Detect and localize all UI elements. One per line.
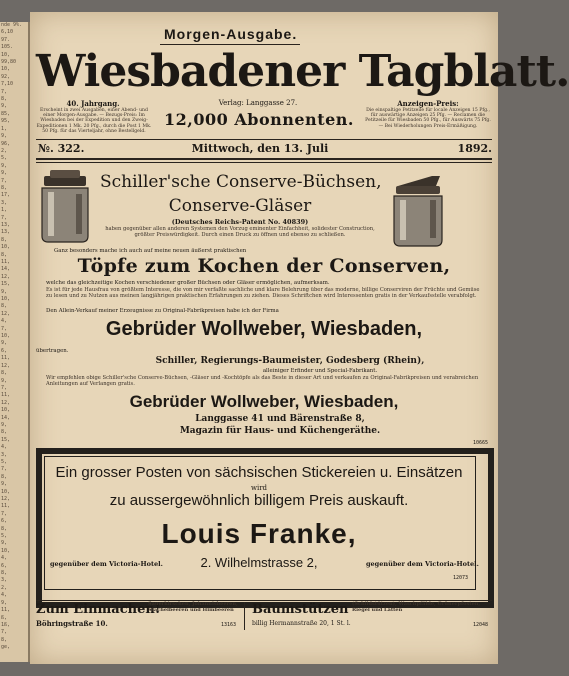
margin-entry: 95, (1, 118, 11, 125)
franke-address: 2. Wilhelmstrasse 2, (200, 555, 318, 570)
margin-entry: 6, (1, 518, 8, 525)
margin-entry: 13, (1, 229, 11, 236)
margin-entry: 85, (1, 110, 11, 117)
margin-entry: 8, (1, 636, 8, 643)
franke-ad-line-1: Ein grosser Posten von sächsischen Stickereien u. Einsätzen (55, 464, 463, 481)
margin-entry: 10, (1, 51, 11, 58)
volume-label: 40. Jahrgang. (66, 99, 120, 108)
margin-entry: 11, (1, 259, 11, 265)
margin-entry: 1, (1, 125, 8, 132)
franke-opposite-right: gegenüber dem Victoria-Hotel. (366, 560, 479, 568)
margin-entry: 97. (1, 36, 11, 43)
margin-entry: 15, (1, 436, 11, 443)
margin-entry: 8, (1, 525, 8, 532)
footer-ad-canning-title: Zum Einmachen! (36, 602, 161, 617)
margin-entry: 5, (1, 155, 8, 162)
margin-entry: 9, (1, 170, 8, 177)
firm-name-2: Gebrüder Wollweber, Wiesbaden, (129, 392, 399, 411)
margin-entry: 7, (1, 510, 8, 517)
margin-entry: 9, (1, 340, 8, 347)
margin-entry: ge, (1, 644, 11, 651)
margin-entry: 7, (1, 384, 8, 391)
margin-entry: 9, (1, 540, 8, 547)
patent-note: (Deutsches Reichs-Patent No. 40839) (171, 218, 309, 226)
margin-entry: 8, (1, 303, 8, 310)
margin-entry: 8, (1, 473, 8, 480)
margin-entry: 6, (1, 562, 8, 569)
margin-entry: 15, (1, 281, 11, 288)
margin-entry: nde 9%. (1, 22, 23, 28)
issue-number: №. 322. (38, 142, 85, 155)
edition-label: Morgen-Ausgabe. (164, 26, 298, 42)
newspaper-sheet (30, 12, 569, 664)
franke-ad-line-2: zu aussergewöhnlich billigem Preis auskauft. (109, 492, 409, 509)
footer-ad-supports-number: 12048 (472, 622, 488, 628)
margin-entry: 14, (1, 266, 11, 273)
ad-number-franke: 12073 (452, 575, 468, 581)
ad-transferred: übertragen. (36, 348, 69, 354)
footer-ad-canning-address: Böhringstraße 10. (36, 619, 108, 628)
margin-entry: 7, (1, 325, 8, 332)
margin-entry: 8, (1, 429, 8, 436)
margin-entry: 9, (1, 162, 8, 169)
franke-name: Louis Franke, (161, 518, 357, 549)
franke-ad-wird: wird (250, 484, 268, 492)
ad-price-info: Die einspaltige Petitzeile für locale Anzeigen 15 Pfg., für auswärtige Anzeigen 25 Pfg. — Reclamen die Petitzeile für Wiesbaden 50 Pfg., für Auswärts 75 Pfg. — Bei Wiederholungen Preis-Ermäßigung. (365, 108, 491, 129)
margin-entry: 8, (1, 570, 8, 577)
issue-year: 1892. (457, 142, 492, 155)
margin-entry: 8, (1, 251, 8, 258)
inventor-title: alleiniger Erfinder und Special-Fabrikant. (262, 368, 378, 374)
margin-entry: 8, (1, 96, 8, 103)
margin-entry: 2, (1, 147, 8, 154)
ad-body-intro: Ganz besonders mache ich auch auf meine neuen äußerst praktischen (54, 248, 247, 254)
ad-headline-cans: Schiller'sche Conserve-Büchsen, (100, 172, 382, 192)
margin-entry: 6, (1, 347, 8, 354)
margin-entry: 5, (1, 533, 8, 540)
margin-entry: 12, (1, 496, 11, 502)
margin-entry: 7, (1, 466, 8, 473)
ad-body-cooking: welche das gleichzeitige Kochen verschiedener großer Büchsen oder Gläser ermöglichen, aufmerksam. (46, 280, 330, 286)
margin-entry: 7, (1, 629, 8, 636)
margin-entry: 12, (1, 399, 11, 406)
margin-entry: 8, (1, 184, 8, 191)
publisher-address: Verlag: Langgasse 27. (218, 99, 298, 107)
subscription-info: Erscheint in zwei Ausgaben, einer Abend- und einer Morgen-Ausgabe. — Bezugs-Preis: Im Wiesbaden bei der Expedition und den Zweig-Expeditionen 1 Mk. 20 Pfg., durch die Post 1 Mk. 50 Pfg. für das Vierteljahr, ohne Bestellgeld. (36, 108, 152, 134)
margin-entry: 11, (1, 607, 11, 614)
margin-entry: 4, (1, 318, 8, 325)
margin-entry: 1, (1, 207, 8, 214)
margin-entry: 2, (1, 584, 8, 591)
franke-opposite-left: gegenüber dem Victoria-Hotel. (50, 560, 163, 568)
margin-entry: 7, (1, 177, 8, 184)
footer-ad-canning-number: 13163 (220, 622, 236, 628)
margin-entry: 10, (1, 66, 11, 73)
margin-entry: 6,10 (1, 29, 14, 36)
margin-entry: 12, (1, 273, 11, 280)
margin-entry: 8, (1, 236, 8, 243)
margin-entry: 9, (1, 103, 8, 110)
margin-entry: 1ß, (1, 621, 11, 628)
margin-entry: 92, (1, 73, 11, 80)
ad-price-heading: Anzeigen-Preis: (397, 99, 459, 108)
margin-entry: 3, (1, 451, 8, 458)
margin-entry: 9, (1, 481, 8, 488)
margin-entry: ß, (1, 614, 8, 621)
margin-entry: 12, (1, 310, 11, 317)
margin-entry: 11, (1, 392, 11, 399)
conserve-jar-illustration-right (388, 172, 448, 248)
ad-body-advantages: haben gegenüber allen anderen Systemen den Vorzug eminenter Einfachheit, solidester Construction, größter Preiswürdigkeit. Durch einen Druck zu öffnen und ebenso zu schließen. (105, 226, 375, 238)
margin-entry: 7, (1, 214, 8, 221)
margin-entry: 9, (1, 288, 8, 295)
margin-entry: 13, (1, 221, 11, 228)
margin-entry: 105. (1, 44, 14, 51)
margin-entry: 7, (1, 88, 8, 95)
margin-entry: 3, (1, 577, 8, 584)
margin-entry: 11, (1, 503, 11, 510)
inventor-signature: Schiller, Regierungs-Baumeister, Godesberg (Rhein), (155, 356, 425, 366)
margin-entry: 4, (1, 555, 8, 562)
margin-entry: 10, (1, 407, 11, 414)
ad-big-line-pots: Töpfe zum Kochen der Conserven, (77, 255, 451, 277)
footer-ad-supports-items: (Schildstützen), Waschpfähle, Grünerpfosten, Riegel und Latten (352, 601, 481, 613)
firm-address: Langgasse 41 und Bärenstraße 8, (195, 414, 365, 424)
firm-store-type: Magazin für Haus- und Küchengeräthe. (179, 426, 381, 436)
adjacent-page-price-column (0, 22, 30, 662)
margin-entry: 9, (1, 599, 8, 606)
margin-entry: 10, (1, 488, 11, 495)
ad-body-instructions: Es ist für jede Hausfrau von größtem Interesse, die von mir verfaßte sachliche und klare Belehrung über das moderne, billige Conserviren der Früchte und Gemüse zu lesen und zu Nutzen aus meinen langjährigen praktischen Erfahrungen zu ziehen. Dieses Schriftchen wird Interessenten gratis in der Verkaufsstelle verabfolgt. (46, 287, 480, 299)
margin-entry: 96, (1, 140, 11, 147)
issue-date: Mittwoch, den 13. Juli (191, 142, 329, 155)
margin-entry: 14, (1, 414, 11, 421)
newspaper-title: Wiesbadener Tagblatt. (36, 46, 569, 97)
firm-name-1: Gebrüder Wollweber, Wiesbaden, (105, 318, 423, 340)
footer-ad-supports-address: billig Hermannstraße 20, 1 St. l. (252, 620, 351, 627)
margin-entry: 9, (1, 377, 8, 384)
margin-entry: 99,80 (1, 59, 17, 66)
margin-entry: 5, (1, 458, 8, 465)
margin-entry: 12, (1, 362, 11, 369)
footer-ad-supports-title: Baumstützen (252, 602, 349, 617)
margin-entry: 9, (1, 133, 8, 140)
margin-entry: 3, (1, 199, 8, 206)
margin-entry: 4, (1, 592, 8, 599)
margin-entry: 8, (1, 370, 8, 377)
margin-entry: 11, (1, 355, 11, 362)
ad-number-wollweber: 10665 (472, 440, 488, 446)
margin-entry: 10, (1, 296, 11, 303)
margin-entry: 10, (1, 547, 11, 554)
margin-entry: 9, (1, 421, 8, 428)
footer-ad-canning-items: Sauerkirschen, Johannisbeeren, Stachelbeeren und Himbeeren (148, 601, 238, 613)
margin-entry: 10, (1, 333, 11, 340)
margin-entry: 7,10 (1, 81, 14, 88)
margin-entry: 17, (1, 192, 11, 199)
margin-entry: 10, (1, 244, 11, 251)
conserve-jar-illustration-left (36, 168, 94, 244)
ad-body-recommend: Wir empfehlen obige Schiller'sche Conserve-Büchsen, -Gläser und -Kochtöpfe als das Beste in dieser Art und verkaufen zu Original-Fabrikpreisen und verabreichen Anleitungen auf Verlangen gratis. (46, 375, 479, 387)
subscriber-count: 12,000 Abonnenten. (164, 110, 354, 129)
margin-entry: 4, (1, 444, 8, 451)
ad-body-sole-sale: Den Allein-Verkauf meiner Erzeugnisse zu Original-Fabrikpreisen habe ich der Firma (46, 308, 279, 314)
ad-headline-glasses: Conserve-Gläser (168, 196, 312, 216)
